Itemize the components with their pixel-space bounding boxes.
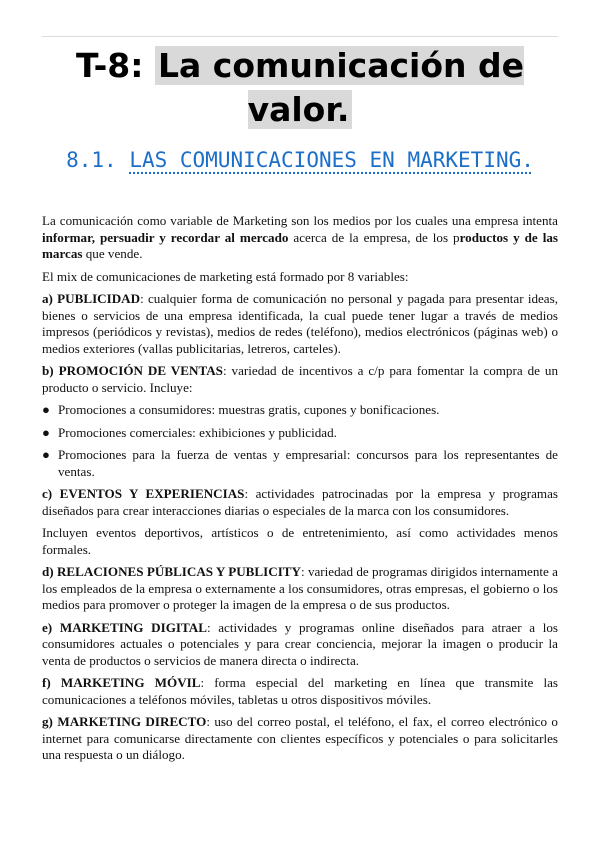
list-item: ● Promociones a consumidores: muestras gratis, cupones y bonificaciones. <box>42 402 440 417</box>
section-heading <box>60 146 540 175</box>
item-eventos: c) EVENTOS Y EXPERIENCIAS: actividades patrocinadas por la empresa y programas diseñados para crear interacciones diarias o especiales de la marca con los consumidores. <box>42 486 558 518</box>
item-marketing-movil: f) MARKETING MÓVIL: forma especial del marketing en línea que transmite las comunicaciones a teléfonos móviles, tabletas u otros dispositivos móviles. <box>42 675 558 707</box>
item-eventos-extra: Incluyen eventos deportivos, artísticos o de entretenimiento, así como actividades menos formales. <box>42 525 558 557</box>
intro-paragraph: La comunicación como variable de Marketing son los medios por los cuales una empresa intenta informar, persuadir y recordar al mercado acerca de la empresa, de los productos y de las marcas que vende. <box>42 213 558 261</box>
item-marketing-digital: e) MARKETING DIGITAL: actividades y programas online diseñados para atraer a los consumidores actuales o potenciales y para crear conciencia, mejorar la imagen o producir la venta de productos o servicios de manera directa o indirecta. <box>42 619 558 668</box>
item-marketing-directo: g) MARKETING DIRECTO: uso del correo postal, el teléfono, el fax, el correo electrónico o internet para comunicarse directamente con clientes específicos y potenciales o para solicitarles una respuesta o un diálogo. <box>42 714 558 762</box>
list-item: ● Promociones comerciales: exhibiciones y publicidad. <box>42 424 337 440</box>
bullet-icon: ● <box>42 424 50 440</box>
header-rule <box>42 36 558 37</box>
mix-paragraph: El mix de comunicaciones de marketing está formado por 8 variables: <box>42 268 409 284</box>
item-promocion-ventas: b) PROMOCIÓN DE VENTAS: variedad de incentivos a c/p para fomentar la compra de un producto o servicio. Incluye: <box>42 363 558 395</box>
list-item: ● Promociones para la fuerza de ventas y empresarial: concursos para los representantes de ventas. <box>42 447 558 479</box>
title-highlight: La comunicación de valor. <box>155 46 524 129</box>
page-title <box>40 44 560 132</box>
bullet-icon: ● <box>42 402 50 417</box>
item-relaciones-publicas: d) RELACIONES PÚBLICAS Y PUBLICITY: variedad de programas dirigidos internamente a los empleados de la empresa o externamente a los consumidores, otras empresas, el gobierno o los medios para promover o proteger la imagen de la empresa o de sus productos. <box>42 564 558 612</box>
section-title: LAS COMUNICACIONES EN MARKETING. <box>129 148 534 172</box>
body-text <box>42 213 558 770</box>
bullet-icon: ● <box>42 447 50 462</box>
section-number: 8.1. <box>66 148 130 172</box>
item-publicidad: a) PUBLICIDAD: cualquier forma de comunicación no personal y pagada para presentar ideas, bienes o servicios de una empresa identificada, la cual puede tener lugar a través de medios impresos (periódicos y revistas), medios de redes (teléfono), medios electrónicos (páginas web) o medios exteriores (vallas publicitarias, letreros, carteles). <box>42 291 558 356</box>
title-prefix: T-8: <box>75 46 155 85</box>
